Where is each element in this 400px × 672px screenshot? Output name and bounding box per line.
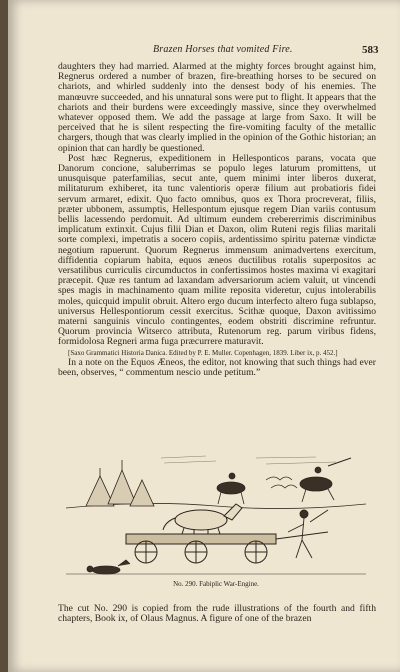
editor-note: In a note on the Equos Æneos, the editor, not knowing that such things had ever been, observes, “ commentum nescio unde petitum.” — [58, 356, 376, 378]
latin-quotation: Post hæc Regnerus, expeditionem in Hellesponticos parans, vocata que Danorum concione, saluberrimas se populo leges laturum promittens, ut unusquisque paterfamilias, secut ante, quem minimi inter liberos duxerat, militaturum exhiberet, ita tunc valentioris operæ filium aut probatioris fidei servum armaret, edixit. Quo facto omnibus, quos ex Thora procreverat, filiis, præter ubbonem, assumptis, Hellespontum ejusque regem Dian variis contusum bellis lacessendo perdomuit. Ad ultimum eundem crebererrimis discriminibus implicatum extinxit. Cujus filii Dian et Daxon, olim Ruteni regis filias maritali sorte complexi, impetratis a socero copiis, ardentissimo spiritu paternæ vindictæ negotium rapuerunt. Quorum Regnerus immensum animadvertens exercitum, diffidentia copiarum habita, equos æneos ductilibus rotalis superpositos ac versatilibus curriculis circumductos in confertissimos hostes maxima vi exagitari præcepit. Quæ res tantum ad laxandam adversariorum aciem valuit, ut vincendi spes magis in machinamento quam milite reposita videretur, cujus intolerabilis moles, quicquid impulit obruit. Altero ergo ducum interfecto altero fuga sublapso, universus Hellespontiorum cessit exercitus. Scithæ quoque, Daxon avitissimo materni sanguinis vinculo contingentes, eodem obstriti discrimine refruntur. Quorum provincia Witserco attributa, Rutenorum reg. parum viribus fidens, formidolosa Regneri arma fuga præcurrere maturavit. — [58, 152, 376, 348]
running-head: Brazen Horses that vomited Fire. — [153, 44, 293, 55]
source-citation: [Saxo Grammatici Historia Danica. Edited by P. E. Muller. Copenhagen, 1839. Liber ix, p. 452.] — [68, 348, 338, 357]
war-engine-illustration — [66, 448, 366, 582]
figure-caption: No. 290. Fabiplic War-Engine. — [173, 580, 259, 588]
main-text — [58, 62, 376, 378]
page-number: 583 — [362, 44, 379, 56]
paragraph: daughters they had married. Alarmed at the mighty forces brought against him, Regnerus ordered a number of brazen, fire-breathing horses to be secured on chariots, and whirled suddenly into the densest body of his enemies. The manœuvre succeeded, and his unnatural sons were put to flight. It appears that the chariots and their burdens were exceedingly massive, since they overwhelmed whatever opposed them. We add the passage at large from Saxo. It will be perceived that he is silent respecting the fire-vomiting faculty of the metallic chargers, though that was clearly implied in the opinion of the Gothic historian; an opinion that can hardly be questioned. — [58, 61, 376, 154]
page-header — [8, 44, 400, 60]
book-page — [8, 0, 400, 672]
woodcut-figure — [66, 448, 366, 600]
bottom-paragraph: The cut No. 290 is copied from the rude illustrations of the fourth and fifth chapters, Book ix, of Olaus Magnus. A figure of one of the brazen — [58, 603, 376, 625]
